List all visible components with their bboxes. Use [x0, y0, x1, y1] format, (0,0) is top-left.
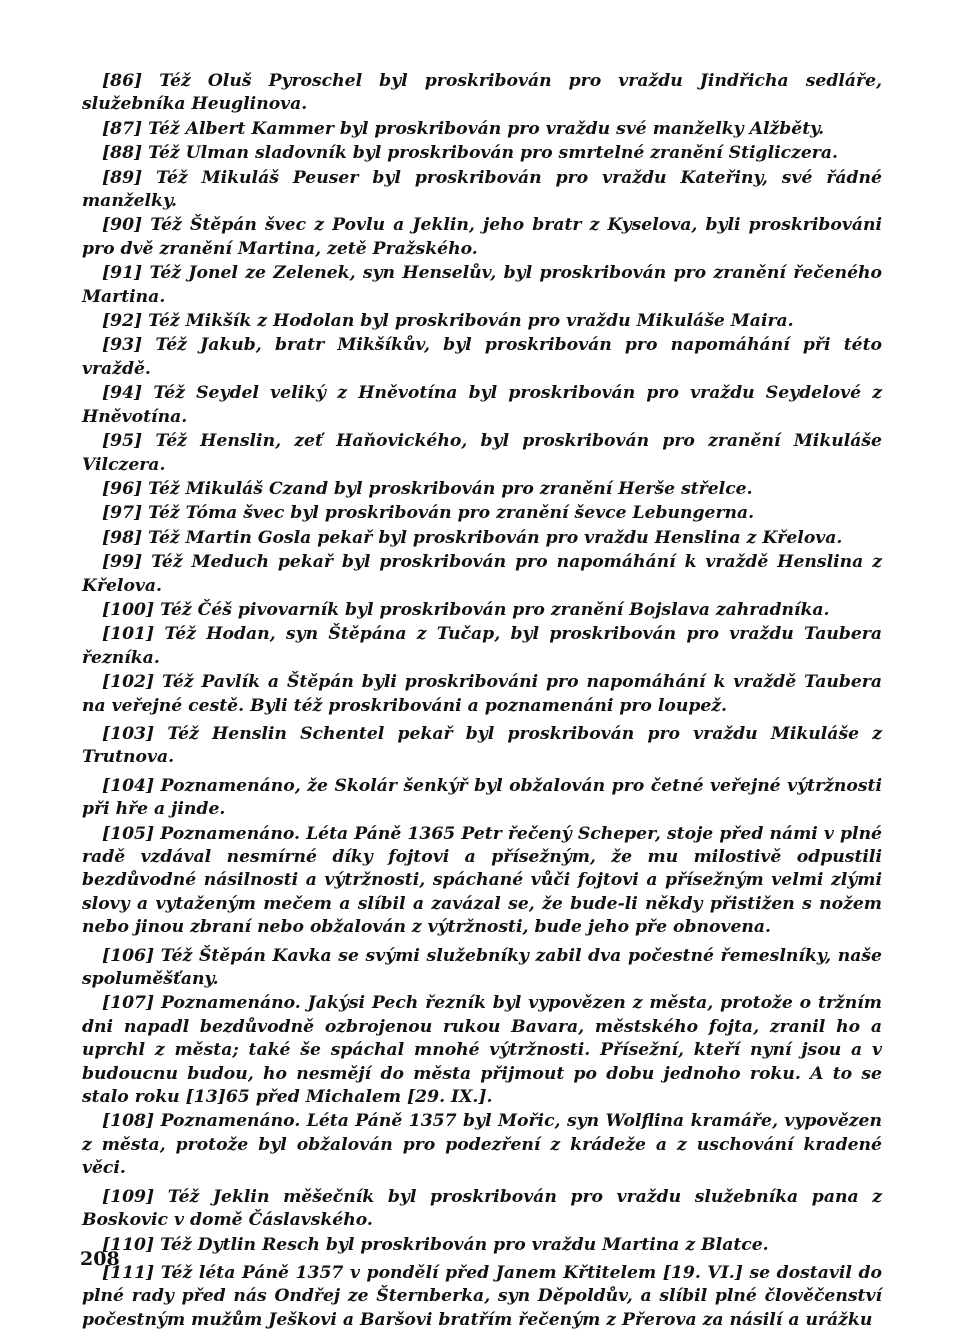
entry-103: [103] Též Henslin Schentel pekař byl proskribován pro vraždu Mikuláše z Trutnova. — [82, 723, 882, 768]
entry-91: [91] Též Jonel ze Zelenek, syn Henselův, byl proskribován pro zranění řečeného Martina. — [82, 263, 882, 307]
entry-88: [88] Též Ulman sladovník byl proskribován pro smrtelné zranění Stigliczera. — [102, 143, 838, 164]
entry-101: [101] Též Hodan, syn Štěpána z Tučap, byl proskribován pro vraždu Taubera řezníka. — [82, 624, 882, 668]
entry-87: [87] Též Albert Kammer byl proskribován pro vraždu své manželky Alžběty. — [102, 118, 825, 139]
entry-94: [94] Též Seydel veliký z Hněvotína byl proskribován pro vraždu Seydelové z Hněvotína. — [82, 383, 882, 427]
entry-100: [100] Též Čéš pivovarník byl proskribován pro zranění Bojslava zahradníka. — [102, 599, 830, 620]
entry-108: [108] Poznamenáno. Léta Páně 1357 byl Mořic, syn Wolflina kramáře, vypovězen z města, protože byl obžalován pro podezření z krádeže a z uschování kradené věci. — [82, 1111, 882, 1179]
entry-102: [102] Též Pavlík a Štěpán byli proskribováni pro napomáhání k vraždě Taubera na veřejné cestě. Byli též proskribováni a poznamenáni pro loupež. — [82, 672, 882, 716]
entry-106: [106] Též Štěpán Kavka se svými služebníky zabil dva počestné řemeslníky, naše spoluměšťany. — [82, 945, 882, 990]
entry-92: [92] Též Mikšík z Hodolan byl proskribován pro vraždu Mikuláše Maira. — [102, 311, 794, 332]
entry-109: [109] Též Jeklin měšečník byl proskribován pro vraždu služebníka pana z Boskovic v domě Čáslavského. — [82, 1186, 882, 1231]
entry-99: [99] Též Meduch pekař byl proskribován pro napomáhání k vraždě Henslina z Křelova. — [82, 552, 882, 596]
entry-90: [90] Též Štěpán švec z Povlu a Jeklin, jeho bratr z Kyselova, byli proskribováni pro dvě zranění Martina, zetě Pražského. — [82, 215, 882, 259]
entry-105: [105] Poznamenáno. Léta Páně 1365 Petr řečený Scheper, stoje před námi v plné radě vzdával nesmírné díky fojtovi a přísežným, že mu milostivě odpustili bezdůvodné násilnosti a výtržnosti, spáchané vůči fojtovi a přísežným velmi zlými slovy a vytaženým mečem a slíbil a zavázal se, že bude-li někdy přistižen s nožem nebo jinou zbraní nebo obžalován z výtržnosti, bude jeho pře obnovena. — [82, 823, 882, 938]
entry-89: [89] Též Mikuláš Peuser byl proskribován pro vraždu Kateřiny, své řádné manželky. — [82, 167, 882, 212]
entry-98: [98] Též Martin Gosla pekař byl proskribován pro vraždu Henslina z Křelova. — [102, 527, 843, 548]
entry-95: [95] Též Henslin, zeť Haňovického, byl proskribován pro zranění Mikuláše Vilczera. — [82, 431, 882, 475]
entry-110: [110] Též Dytlin Resch byl proskribován pro vraždu Martina z Blatce. — [102, 1234, 769, 1255]
entry-97: [97] Též Tóma švec byl proskribován pro zranění ševce Lebungerna. — [102, 503, 755, 524]
entry-96: [96] Též Mikuláš Czand byl proskribován pro zranění Herše střelce. — [102, 478, 753, 499]
entry-93: [93] Též Jakub, bratr Mikšíkův, byl proskribován pro napomáhání při této vraždě. — [82, 335, 882, 379]
page-number: 208 — [80, 1248, 120, 1270]
entry-104: [104] Poznamenáno, že Skolár šenkýř byl obžalován pro četné veřejné výtržnosti při hře a jinde. — [82, 775, 882, 820]
entry-111: [111] Též léta Páně 1357 v pondělí před Janem Křtitelem [19. VI.] se dostavil do plné rady před nás Ondřej ze Šternberka, syn Děpoldův, a slíbil plné člověčenství počestným mužům Ješkovi a Baršovi bratřím řečeným z Přerova za násilí a urážku — [82, 1262, 882, 1330]
document-body — [82, 70, 882, 1333]
entry-86: [86] Též Oluš Pyroschel byl proskribován pro vraždu Jindřicha sedláře, služebníka Heuglinova. — [82, 71, 882, 115]
entry-107: [107] Poznamenáno. Jakýsi Pech řezník byl vypovězen z města, protože o tržním dni napadl bezdůvodně ozbrojenou rukou Bavara, městského fojta, zranil ho a uprchl z města; také še spáchal mnohé výtržnosti. Přísežní, kteří nyní jsou a v budoucnu budou, ho nesmějí do města přijmout po dobu jednoho roku. A to se stalo roku [13]65 před Michalem [29. IX.]. — [82, 993, 882, 1108]
